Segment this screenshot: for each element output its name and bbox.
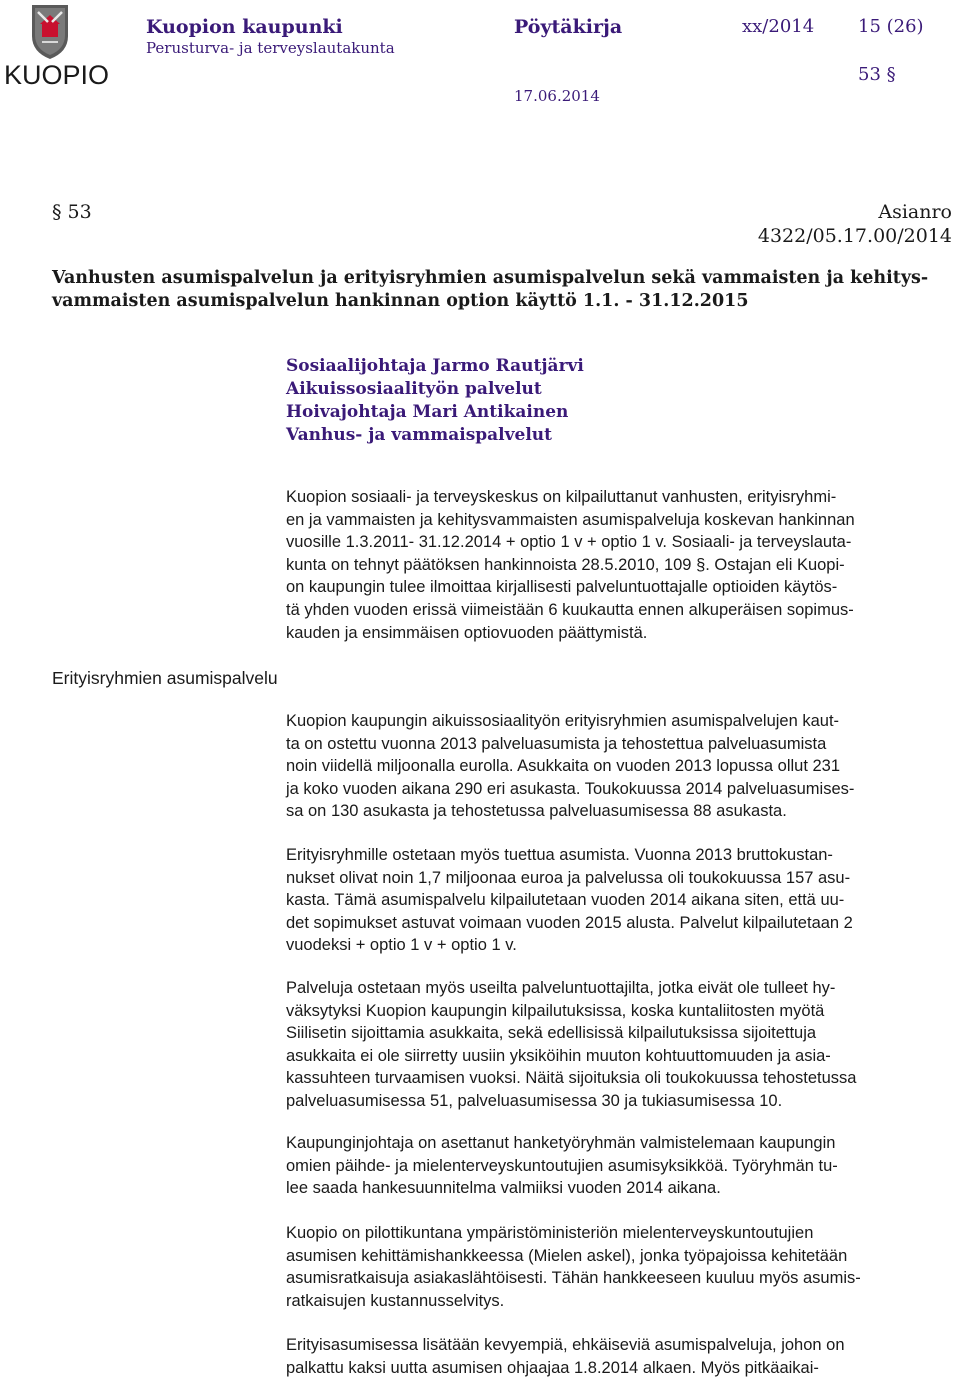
section-title-line2: vammaisten asumispalvelun hankinnan option käyttö 1.1. - 31.12.2015 [52, 291, 749, 311]
preparer-1-title: Sosiaalijohtaja Jarmo Rautjärvi [286, 356, 584, 376]
section-ref: 53 § [858, 64, 896, 85]
coat-of-arms-icon [2, 2, 98, 62]
section-title-line1: Vanhusten asumispalvelun ja erityisryhmien asumispalvelun sekä vammaisten ja kehitys- [52, 268, 929, 288]
preparer-1-unit: Aikuissosiaalityön palvelut [286, 379, 542, 399]
body-paragraph-5: Kaupunginjohtaja on asettanut hanketyöryhmän valmistelemaan kaupungin omien päihde- ja mielenterveyskuntoutujien asumisyksikköä. Työryhmän tu- lee saada hankesuunnitelma valmiiksi vuoden 2014 aikana. [286, 1134, 838, 1198]
doc-number: xx/2014 [742, 16, 815, 37]
body-paragraph-3: Erityisryhmille ostetaan myös tuettua asumista. Vuonna 2013 bruttokustan- nukset olivat noin 1,7 miljoonaa euroa ja palvelussa oli toukokuussa 157 asu- kasta. Tämä asumispalvelu kilpailutetaan vuoden 2014 aikana siten, että uu- det sopimukset astuvat voimaan vuoden 2015 alusta. Palvelut kilpailutetaan 2 vuodeksi + optio 1 v + optio 1 v. [286, 846, 853, 955]
org-name: Kuopion kaupunki [146, 16, 343, 38]
body-paragraph-4: Palveluja ostetaan myös useilta palveluntuottajilta, jotka eivät ole tulleet hy- väksytyksi Kuopion kaupungin kilpailutuksissa, koska kuntaliitosten myötä Siilisetin sijoittamia asukkaita, sekä edellisissä kilpailutuksissa sijoitettuja asukkaita ei ole siirretty uusiin yksiköihin muuton kohtuuttomuuden ja asia- kassuhteen turvaamisen vuoksi. Näitä sijoituksia oli toukokuussa tehostetussa palveluasumisessa 51, palveluasumisessa 30 ja tukiasumisessa 10. [286, 979, 857, 1110]
case-number: Asianro 4322/05.17.00/2014 [757, 201, 952, 247]
side-heading: Erityisryhmien asumispalvelu [52, 668, 278, 688]
meeting-date: 17.06.2014 [514, 87, 600, 105]
doc-type: Pöytäkirja [514, 16, 623, 38]
logo-wordmark: KUOPIO [4, 60, 110, 90]
section-number: § 53 [52, 201, 92, 223]
page-number: 15 (26) [858, 16, 924, 37]
body-paragraph-7: Erityisasumisessa lisätään kevyempiä, ehkäiseviä asumispalveluja, johon on palkattu kaksi uutta asumisen ohjaajaa 1.8.2014 alkaen. Myös pitkäaikai- [286, 1336, 845, 1377]
body-paragraph-2: Kuopion kaupungin aikuissosiaalityön erityisryhmien asumispalvelujen kaut- ta on ostettu vuonna 2013 palveluasumista ja tehostettua palveluasumista noin viidellä miljoonalla eurolla. Asukkaita on vuoden 2013 lopussa ollut 231 ja koko vuoden aikana 290 eri asukasta. Toukokuussa 2014 palveluasumises- sa on 130 asukasta ja tehostetussa palveluasumisessa 88 asukasta. [286, 712, 855, 821]
committee-name: Perusturva- ja terveyslautakunta [146, 39, 395, 57]
body-paragraph-1: Kuopion sosiaali- ja terveyskeskus on kilpailuttanut vanhusten, erityisryhmi- en ja vammaisten ja kehitysvammaisten asumispalveluja koskevan hankinnan vuosille 1.3.2011- 31.12.2014 + optio 1 v + optio 1 v. Sosiaali- ja terveyslauta- kunta on tehnyt päätöksen hankinnoista 28.5.2010, 109 §. Ostajan eli Kuopi- on kaupungin tulee ilmoittaa kirjallisesti palveluntuottajalle optioiden käytös- tä yhden vuoden erissä viimeistään 6 kuukautta ennen alkuperäisen sopimus- kauden ja ensimmäisen optiovuoden päättymistä. [286, 488, 855, 642]
preparer-2-title: Hoivajohtaja Mari Antikainen [286, 402, 569, 422]
body-paragraph-6: Kuopio on pilottikuntana ympäristöministeriön mielenterveyskuntoutujien asumisen kehittämishankkeessa (Mielen askel), jonka työpajoissa kehitetään asumisratkaisuja asiakaslähtöisesti. Tähän hankkeeseen kuuluu myös asumis- ratkaisujen kustannusselvitys. [286, 1224, 861, 1310]
preparer-2-unit: Vanhus- ja vammaispalvelut [286, 425, 552, 445]
